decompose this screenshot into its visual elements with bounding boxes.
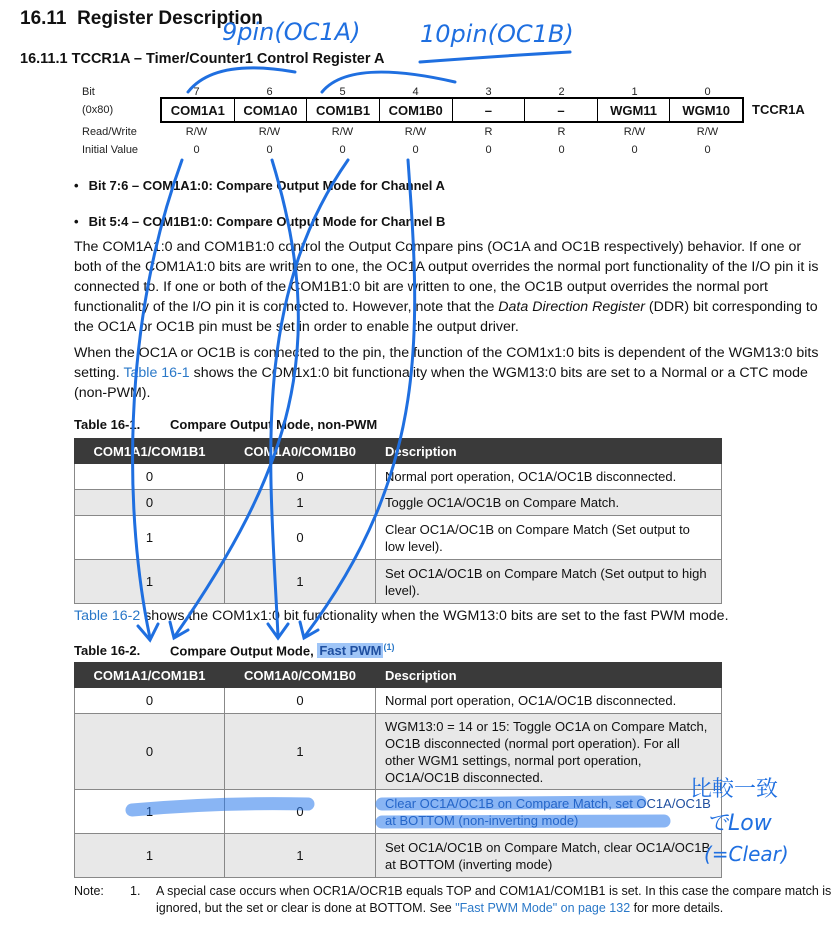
bit-number: 7 (193, 86, 200, 98)
link-table-16-1[interactable]: Table 16-1 (123, 365, 190, 381)
bit-number: 2 (558, 86, 565, 98)
table-16-1 (74, 438, 722, 604)
initial-values (160, 144, 744, 156)
underline-stroke (420, 52, 570, 62)
table-cell: Normal port operation, OC1A/OC1B disconnected. (376, 464, 722, 490)
column-header: COM1A0/COM1B0 (225, 663, 376, 688)
bullet-bit-7-6: • Bit 7:6 – COM1A1:0: Compare Output Mode for Channel A (74, 178, 445, 193)
handwritten-9pin-oc1a: 9pin(OC1A) (222, 18, 361, 46)
arrow-head (138, 624, 158, 640)
rw-value: R/W (185, 126, 208, 138)
init-value: 0 (193, 144, 200, 156)
table-cell: 0 (75, 490, 225, 516)
table-cell: Normal port operation, OC1A/OC1B disconnected. (376, 688, 722, 714)
rw-value: R/W (258, 126, 281, 138)
table-cell: Clear OC1A/OC1B on Compare Match (Set output to low level). (376, 516, 722, 560)
table-cell: 1 (225, 714, 376, 790)
arrow-head (268, 624, 288, 638)
table-cell: 1 (225, 560, 376, 604)
bit-row-label: Bit (82, 86, 95, 98)
read-write-values (160, 126, 744, 138)
field-reserved-3: – (453, 99, 526, 121)
table-cell: 0 (75, 688, 225, 714)
rw-value: R/W (696, 126, 719, 138)
table-cell: 1 (225, 490, 376, 516)
table-cell: Set OC1A/OC1B on Compare Match, clear OC1A/OC1B at BOTTOM (inverting mode) (376, 834, 722, 878)
table-cell: 1 (75, 834, 225, 878)
table-cell: 0 (75, 714, 225, 790)
column-header: Description (376, 663, 722, 688)
bit-number: 0 (704, 86, 711, 98)
field-wgm11: WGM11 (598, 99, 671, 121)
footnote-ref: (1) (383, 642, 395, 652)
table-16-1-caption: Table 16-1. Compare Output Mode, non-PWM (74, 417, 378, 432)
table-cell: 0 (225, 516, 376, 560)
handwritten-de-low: でLow (706, 811, 772, 836)
column-header: COM1A0/COM1B0 (225, 439, 376, 464)
rw-value: R (484, 126, 493, 138)
init-value: 0 (704, 144, 711, 156)
table-cell: 1 (75, 790, 225, 834)
rw-value: R/W (404, 126, 427, 138)
init-value: 0 (339, 144, 346, 156)
subsection-title: 16.11.1 TCCR1A – Timer/Counter1 Control Register A (20, 51, 385, 67)
init-value: 0 (412, 144, 419, 156)
register-name: TCCR1A (752, 102, 805, 117)
paragraph-fast-pwm: Table 16-2 shows the COM1x1:0 bit functionality when the WGM13:0 bits are set to the fast PWM mode. (74, 608, 729, 624)
handwritten-clear: (=Clear) (704, 842, 789, 866)
rw-value: R/W (331, 126, 354, 138)
init-value: 0 (631, 144, 638, 156)
link-table-16-2[interactable]: Table 16-2 (74, 608, 141, 624)
register-fields (160, 97, 744, 123)
table-cell: 0 (225, 790, 376, 834)
field-com1a1: COM1A1 (162, 99, 235, 121)
table-cell: WGM13:0 = 14 or 15: Toggle OC1A on Compare Match, OC1B disconnected (normal port operation). For all other WGM1 settings, normal port operation, OC1A/OC1B disconnected. (376, 714, 722, 790)
rw-value: R (557, 126, 566, 138)
bit-number: 1 (631, 86, 638, 98)
table-cell: 1 (75, 516, 225, 560)
bit-number: 4 (412, 86, 419, 98)
handwritten-compare-match: 比較一致 (690, 777, 779, 802)
table-cell: 0 (225, 464, 376, 490)
paragraph-wgm-dependency: When the OC1A or OC1B is connected to the pin, the function of the COM1x1:0 bits is dependent of the WGM13:0 bits setting. Table 16-1 shows the COM1x1:0 bit functionality when the WGM13:0 bits are set to a Normal or a CTC mode (non-PWM). (74, 345, 819, 401)
bit-number: 5 (339, 86, 346, 98)
column-header: COM1A1/COM1B1 (75, 439, 225, 464)
column-header: COM1A1/COM1B1 (75, 663, 225, 688)
field-com1b1: COM1B1 (307, 99, 380, 121)
init-value: 0 (266, 144, 273, 156)
link-fast-pwm-mode[interactable]: "Fast PWM Mode" on page 132 (455, 901, 631, 915)
table-cell: 1 (75, 560, 225, 604)
table-16-2 (74, 662, 722, 878)
table-cell: 0 (225, 688, 376, 714)
bit-number: 3 (485, 86, 492, 98)
column-header: Description (376, 439, 722, 464)
table-16-2-caption: Table 16-2. Compare Output Mode, Fast PWM $^{(1)}$ (74, 642, 395, 659)
read-write-label: Read/Write (82, 126, 137, 138)
initial-value-label: Initial Value (82, 144, 139, 156)
field-com1a0: COM1A0 (235, 99, 308, 121)
fast-pwm-highlight: Fast PWM (319, 643, 382, 659)
table-cell: Toggle OC1A/OC1B on Compare Match. (376, 490, 722, 516)
section-title: 16.11 Register Description (20, 8, 263, 29)
field-reserved-2: – (525, 99, 598, 121)
field-com1b0: COM1B0 (380, 99, 453, 121)
bit-number: 6 (266, 86, 273, 98)
table-cell: Set OC1A/OC1B on Compare Match (Set output to high level). (376, 560, 722, 604)
bullet-bit-5-4: • Bit 5:4 – COM1B1:0: Compare Output Mode for Channel B (74, 214, 445, 229)
register-address: (0x80) (82, 104, 114, 116)
init-value: 0 (558, 144, 565, 156)
table-cell: 1 (225, 834, 376, 878)
table-cell: Clear OC1A/OC1B on Compare Match, set OC1A/OC1B at BOTTOM (non-inverting mode) (376, 790, 722, 834)
paragraph-com-description: The COM1A1:0 and COM1B1:0 control the Output Compare pins (OC1A and OC1B respectively) behavior. If one or both of the COM1A1:0 bits are written to one, the OC1A output overrides the normal port functionality of the I/O pin it is connected to. If one or both of the COM1B1:0 bit are written to one, the OC1B output overrides the normal port functionality of the I/O pin it is connected to. However, note that the Data Direction Register (DDR) bit corresponding to the OC1A or OC1B pin must be set in order to enable the output driver. (74, 239, 819, 335)
handwritten-10pin-oc1b: 10pin(OC1B) (420, 20, 574, 48)
table-cell: 0 (75, 464, 225, 490)
init-value: 0 (485, 144, 492, 156)
rw-value: R/W (623, 126, 646, 138)
field-wgm10: WGM10 (682, 102, 731, 118)
